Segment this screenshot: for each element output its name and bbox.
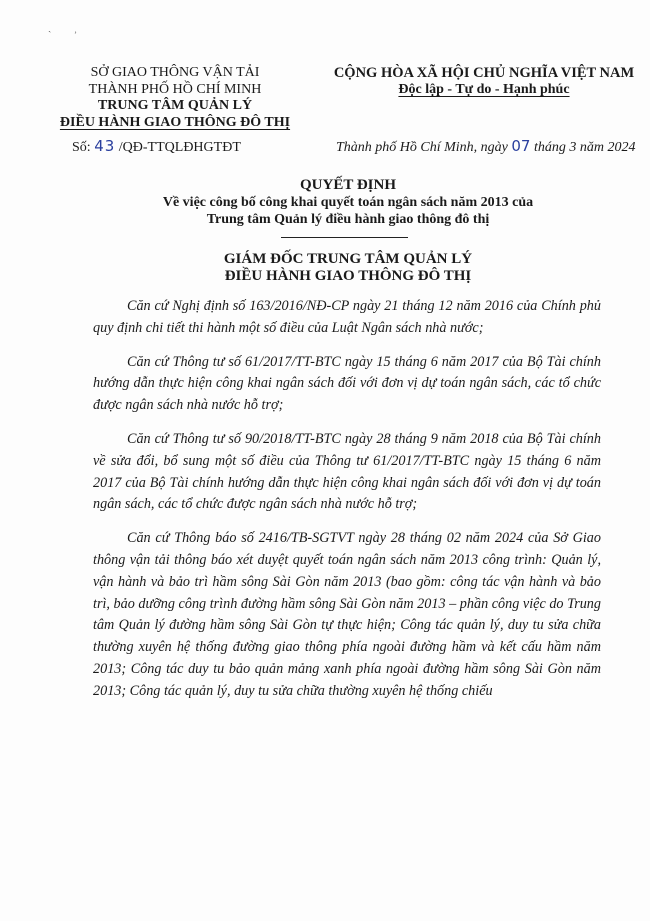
handwritten-day: 07 [511, 137, 531, 155]
document-body [93, 296, 601, 715]
agency-header [50, 65, 300, 131]
date-line [336, 137, 635, 156]
issuer-heading [60, 251, 636, 285]
paragraph-legal-basis-3: Căn cứ Thông tư số 90/2018/TT-BTC ngày 28 tháng 9 năm 2018 của Bộ Tài chính về sửa đổi, bổ sung một số điều của Thông tư 61/2017/TT-BTC ngày 15 tháng 6 năm 2017 của Bộ Tài chính hướng dẫn thực hiện công khai ngân sách đối với đơn vị dự toán ngân sách, các tổ chức được ngân sách nhà nước hỗ trợ; [93, 430, 601, 513]
handwritten-number: 43 [94, 137, 116, 155]
agency-parent-line1: SỞ GIAO THÔNG VẬN TẢI [90, 65, 260, 80]
national-header [328, 65, 640, 98]
date-place: Thành phố Hồ Chí Minh, ngày [336, 140, 508, 155]
document-number [72, 137, 241, 156]
number-prefix: Số: [72, 140, 91, 155]
national-motto: Độc lập - Tự do - Hạnh phúc [398, 81, 570, 97]
document-title: QUYẾT ĐỊNH [300, 177, 396, 193]
scan-mark: ˎ [48, 22, 52, 33]
document-subject [60, 195, 636, 228]
issuer-line1: GIÁM ĐỐC TRUNG TÂM QUẢN LÝ [223, 251, 473, 267]
number-suffix: /QĐ-TTQLĐHGTĐT [118, 140, 241, 155]
paragraph-legal-basis-1: Căn cứ Nghị định số 163/2016/NĐ-CP ngày 21 tháng 12 năm 2016 của Chính phủ quy định chi tiết thi hành một số điều của Luật Ngân sách nhà nước; [93, 298, 601, 336]
agency-name-line1: TRUNG TÂM QUẢN LÝ [97, 98, 253, 113]
issuer-line2: ĐIỀU HÀNH GIAO THÔNG ĐÔ THỊ [224, 268, 472, 284]
national-title: CỘNG HÒA XÃ HỘI CHỦ NGHĨA VIỆT NAM [333, 65, 635, 81]
subject-line2: Trung tâm Quản lý điều hành giao thông đô thị [206, 211, 490, 227]
paragraph-legal-basis-4: Căn cứ Thông báo số 2416/TB-SGTVT ngày 28 tháng 02 năm 2024 của Sở Giao thông vận tải thông báo xét duyệt quyết toán ngân sách năm 2013 công trình: Quản lý, vận hành và bảo trì hầm sông Sài Gòn năm 2013 (bao gồm: công tác vận hành và bảo trì, bảo dưỡng công trình đường hầm sông Sài Gòn năm 2013 – phần công việc do Trung tâm Quản lý đường hầm sông Sài Gòn tự thực hiện; Công tác quản lý, duy tu sửa chữa thường xuyên hệ thống đường giao thông phía ngoài đường hầm và kết cấu hầm năm 2013; Công tác duy tu bảo quản mảng xanh phía ngoài đường hầm sông Sài Gòn năm 2013; Công tác quản lý, duy tu sửa chữa thường xuyên hệ thống chiếu [93, 530, 601, 699]
agency-parent-line2: THÀNH PHỐ HỒ CHÍ MINH [88, 81, 262, 97]
subject-line1: Về việc công bố công khai quyết toán ngân sách năm 2013 của [162, 195, 534, 210]
paragraph-legal-basis-2: Căn cứ Thông tư số 61/2017/TT-BTC ngày 15 tháng 6 năm 2017 của Bộ Tài chính hướng dẫn thực hiện công khai ngân sách đối với đơn vị dự toán ngân sách, các tổ chức được ngân sách nhà nước hỗ trợ; [93, 353, 601, 414]
agency-name-line2: ĐIỀU HÀNH GIAO THÔNG ĐÔ THỊ [59, 114, 291, 130]
title-divider [281, 237, 408, 238]
scan-mark: ʼ [74, 30, 77, 40]
date-month-year: tháng 3 năm 2024 [533, 140, 636, 155]
